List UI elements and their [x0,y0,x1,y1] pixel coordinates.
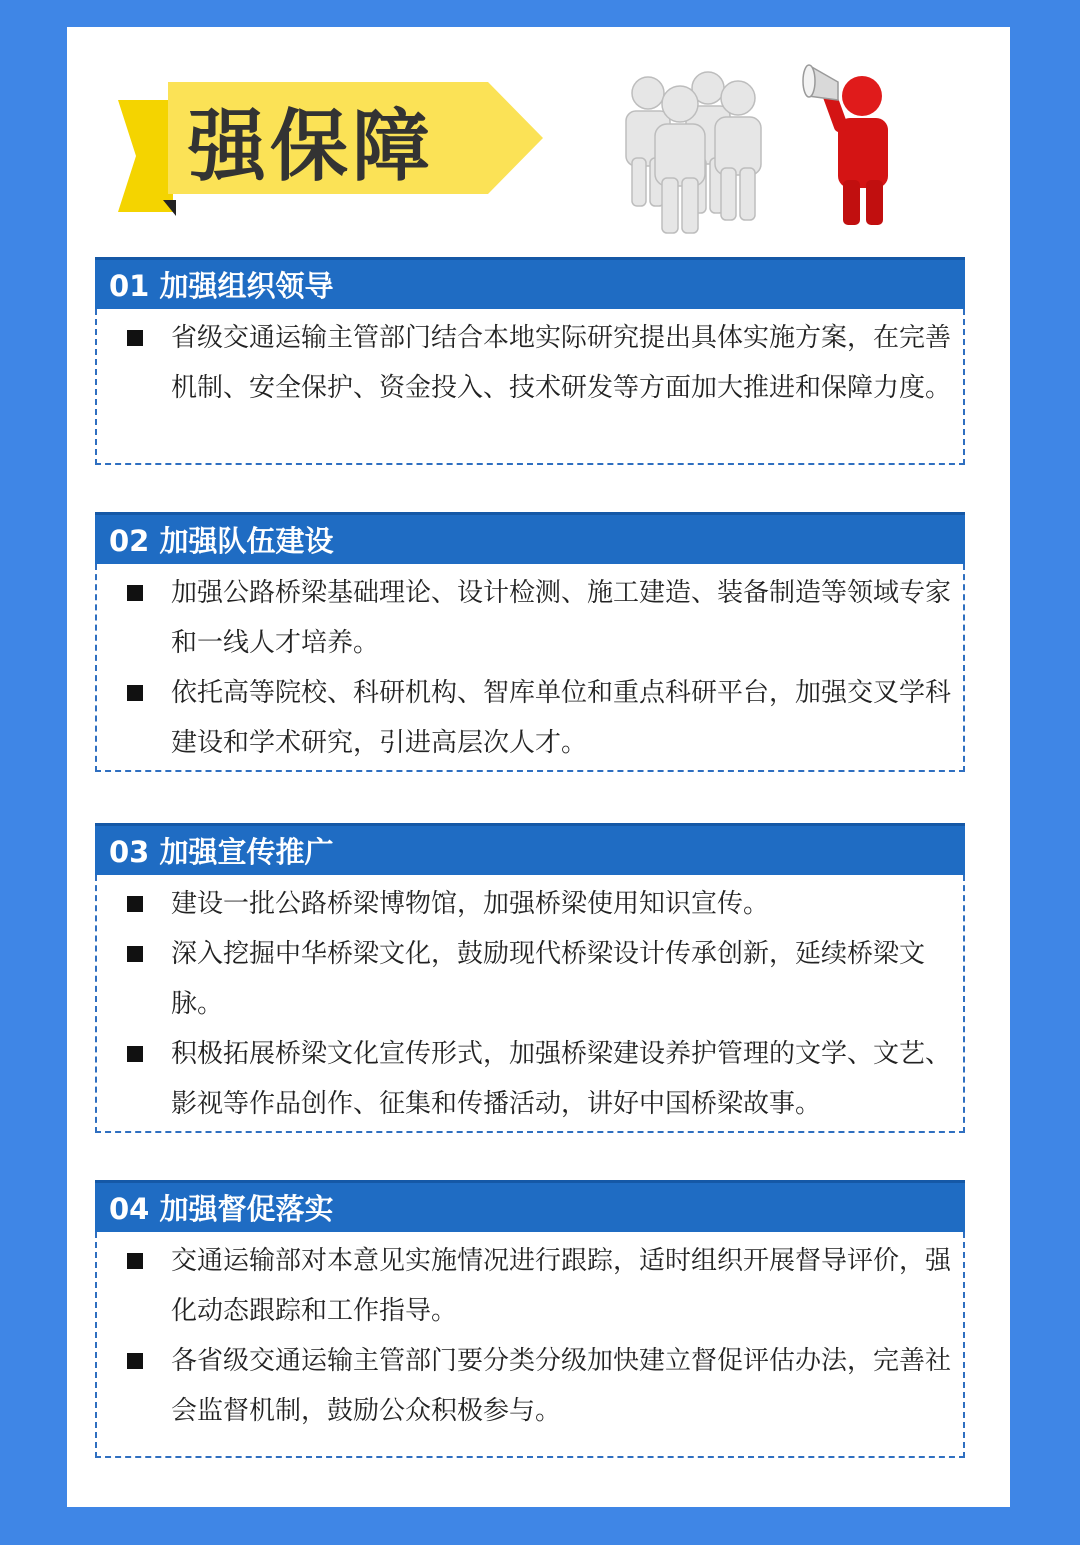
list-item: 省级交通运输主管部门结合本地实际研究提出具体实施方案，在完善机制、安全保护、资金投入、技术研发等方面加大推进和保障力度。 [127,313,951,413]
section-04 [95,1180,965,1458]
section-number: 01 [109,269,150,303]
square-bullet-icon [127,1253,143,1269]
square-bullet-icon [127,585,143,601]
section-02 [95,512,965,772]
hero-illustration [600,38,930,238]
section-number: 04 [109,1192,150,1226]
section-01 [95,257,965,465]
section-header [95,1180,965,1232]
list-item: 深入挖掘中华桥梁文化，鼓励现代桥梁设计传承创新，延续桥梁文脉。 [127,929,951,1029]
page-title: 强保障 [188,102,435,192]
list-item: 交通运输部对本意见实施情况进行跟踪，适时组织开展督导评价，强化动态跟踪和工作指导。 [127,1236,951,1336]
square-bullet-icon [127,1046,143,1062]
section-title: 加强队伍建设 [159,524,334,558]
section-body [95,309,965,465]
crowd-figures-icon [626,72,761,233]
list-item: 加强公路桥梁基础理论、设计检测、施工建造、装备制造等领域专家和一线人才培养。 [127,568,951,668]
megaphone-figure-icon [803,65,888,225]
section-03 [95,823,965,1133]
section-body [95,875,965,1133]
section-body [95,1232,965,1458]
section-header [95,257,965,309]
list-item: 各省级交通运输主管部门要分类分级加快建立督促评估办法，完善社会监督机制，鼓励公众积极参与。 [127,1336,951,1436]
square-bullet-icon [127,946,143,962]
section-title: 加强督促落实 [159,1192,334,1226]
square-bullet-icon [127,685,143,701]
section-body [95,564,965,772]
section-header [95,823,965,875]
square-bullet-icon [127,1353,143,1369]
title-banner [118,82,558,222]
list-item: 建设一批公路桥梁博物馆，加强桥梁使用知识宣传。 [127,879,951,929]
section-number: 02 [109,524,150,558]
section-title: 加强组织领导 [159,269,334,303]
section-title: 加强宣传推广 [159,835,334,869]
square-bullet-icon [127,896,143,912]
list-item: 积极拓展桥梁文化宣传形式，加强桥梁建设养护管理的文学、文艺、影视等作品创作、征集和传播活动，讲好中国桥梁故事。 [127,1029,951,1129]
section-header [95,512,965,564]
list-item: 依托高等院校、科研机构、智库单位和重点科研平台，加强交叉学科建设和学术研究，引进高层次人才。 [127,668,951,768]
square-bullet-icon [127,330,143,346]
section-number: 03 [109,835,150,869]
